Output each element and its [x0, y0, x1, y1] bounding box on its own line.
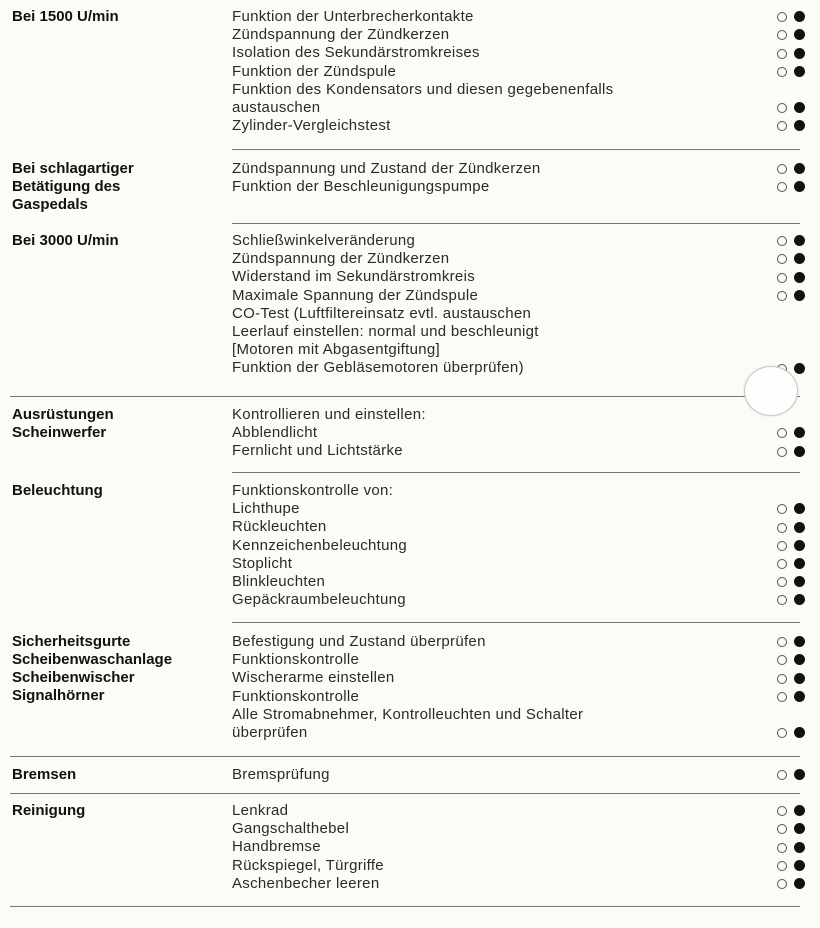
item-list — [232, 160, 792, 196]
checklist-item — [232, 178, 792, 196]
open-circle-icon[interactable] — [777, 291, 787, 301]
checklist-item-text: Widerstand im Sekundärstromkreis — [232, 268, 476, 286]
open-circle-icon[interactable] — [777, 504, 787, 514]
checklist-item-text: Gangschalthebel — [232, 820, 350, 838]
filled-dot-icon[interactable] — [794, 576, 805, 587]
filled-dot-icon[interactable] — [794, 842, 805, 853]
check-marks — [777, 28, 813, 42]
section-divider — [10, 906, 800, 907]
checklist-item — [232, 500, 792, 518]
checklist-item — [232, 724, 792, 742]
paper-hole-mark — [744, 366, 798, 416]
open-circle-icon[interactable] — [777, 879, 787, 889]
open-circle-icon[interactable] — [777, 541, 787, 551]
filled-dot-icon[interactable] — [794, 522, 805, 533]
checklist-item — [232, 287, 792, 305]
filled-dot-icon[interactable] — [794, 636, 805, 647]
filled-dot-icon[interactable] — [794, 253, 805, 264]
filled-dot-icon[interactable] — [794, 503, 805, 514]
filled-dot-icon[interactable] — [794, 290, 805, 301]
open-circle-icon[interactable] — [777, 861, 787, 871]
filled-dot-icon[interactable] — [794, 860, 805, 871]
open-circle-icon[interactable] — [777, 843, 787, 853]
filled-dot-icon[interactable] — [794, 805, 805, 816]
checklist-item — [232, 117, 792, 135]
open-circle-icon[interactable] — [777, 770, 787, 780]
checklist-item-text: austauschen — [232, 99, 321, 117]
item-list — [232, 8, 792, 135]
open-circle-icon[interactable] — [777, 12, 787, 22]
checklist-item — [232, 323, 792, 341]
checklist-item-text: Handbremse — [232, 838, 321, 856]
check-marks — [777, 271, 813, 285]
filled-dot-icon[interactable] — [794, 691, 805, 702]
check-marks — [777, 575, 813, 589]
section-heading — [12, 802, 85, 820]
check-marks — [777, 726, 813, 740]
check-marks — [777, 502, 813, 516]
section-heading-line: Scheibenwaschanlage — [12, 651, 173, 668]
check-marks — [777, 426, 813, 440]
section-divider — [10, 756, 800, 757]
checklist-item — [232, 706, 792, 724]
section-heading-line: Bremsen — [12, 766, 77, 783]
filled-dot-icon[interactable] — [794, 66, 805, 77]
check-marks — [777, 822, 813, 836]
checklist-item-text: Zündspannung und Zustand der Zündkerzen — [232, 160, 541, 177]
open-circle-icon[interactable] — [777, 655, 787, 665]
checklist-item-text: Lichthupe — [232, 500, 300, 518]
open-circle-icon[interactable] — [777, 637, 787, 647]
checklist-item — [232, 26, 792, 44]
section-divider — [10, 396, 800, 397]
filled-dot-icon[interactable] — [794, 878, 805, 889]
checklist-item — [232, 875, 792, 893]
open-circle-icon[interactable] — [777, 103, 787, 113]
open-circle-icon[interactable] — [777, 824, 787, 834]
checklist-item — [232, 442, 792, 460]
section-heading-line: Bei 1500 U/min — [12, 8, 119, 25]
checklist-item-text: Funktion des Kondensators und diesen gegebenenfalls — [232, 80, 614, 98]
filled-dot-icon[interactable] — [794, 235, 805, 246]
checklist-item-text: Blinkleuchten — [232, 573, 326, 591]
section-heading-line: Bei schlagartiger — [12, 160, 134, 177]
checklist-item — [232, 669, 792, 687]
checklist-item — [232, 633, 792, 651]
filled-dot-icon[interactable] — [794, 594, 805, 605]
item-list — [232, 406, 792, 461]
checklist-item — [232, 537, 792, 555]
section-heading — [12, 766, 76, 784]
checklist-item-text: Aschenbecher leeren — [232, 874, 380, 892]
checklist-item-text: Funktionskontrolle — [232, 687, 360, 705]
check-marks — [777, 539, 813, 553]
check-marks — [777, 804, 813, 818]
checklist-item — [232, 99, 792, 117]
checklist-item — [232, 160, 792, 178]
checklist-item — [232, 573, 792, 591]
section-heading — [12, 406, 114, 442]
open-circle-icon[interactable] — [777, 559, 787, 569]
checklist-item-text: Lenkrad — [232, 802, 289, 819]
section-heading — [12, 232, 119, 250]
open-circle-icon[interactable] — [777, 30, 787, 40]
checklist-item-text: Kontrollieren und einstellen: — [232, 406, 426, 423]
section-divider — [232, 622, 800, 623]
open-circle-icon[interactable] — [777, 577, 787, 587]
item-list — [232, 232, 792, 378]
checklist-item — [232, 232, 792, 250]
section-divider — [232, 472, 800, 473]
open-circle-icon[interactable] — [777, 164, 787, 174]
section-heading — [12, 160, 134, 214]
filled-dot-icon[interactable] — [794, 727, 805, 738]
checklist-item — [232, 63, 792, 81]
checklist-item — [232, 820, 792, 838]
open-circle-icon[interactable] — [777, 236, 787, 246]
checklist-item — [232, 518, 792, 536]
check-marks — [777, 690, 813, 704]
checklist-item — [232, 44, 792, 62]
section-heading-line: Scheibenwischer — [12, 669, 135, 686]
checklist-item — [232, 406, 792, 424]
open-circle-icon[interactable] — [777, 447, 787, 457]
check-marks — [777, 10, 813, 24]
filled-dot-icon[interactable] — [794, 769, 805, 780]
checklist-item — [232, 857, 792, 875]
check-marks — [777, 859, 813, 873]
checklist-item-text: Zündspannung der Zündkerzen — [232, 26, 450, 44]
open-circle-icon[interactable] — [777, 254, 787, 264]
checklist-item — [232, 651, 792, 669]
checklist-item — [232, 8, 792, 26]
section-heading-line: Ausrüstungen — [12, 406, 114, 423]
section-heading — [12, 8, 119, 26]
section-heading — [12, 633, 172, 705]
section-heading-line: Betätigung des — [12, 178, 121, 195]
filled-dot-icon[interactable] — [794, 363, 805, 374]
open-circle-icon[interactable] — [777, 428, 787, 438]
filled-dot-icon[interactable] — [794, 272, 805, 283]
open-circle-icon[interactable] — [777, 182, 787, 192]
checklist-item — [232, 802, 792, 820]
check-marks — [777, 521, 813, 535]
check-marks — [777, 635, 813, 649]
section-heading-line: Beleuchtung — [12, 482, 103, 499]
check-marks — [777, 252, 813, 266]
check-marks — [777, 445, 813, 459]
checklist-item-text: Rückspiegel, Türgriffe — [232, 856, 384, 874]
checklist-item — [232, 482, 792, 500]
filled-dot-icon[interactable] — [794, 11, 805, 22]
filled-dot-icon[interactable] — [794, 654, 805, 665]
filled-dot-icon[interactable] — [794, 48, 805, 59]
checklist-item — [232, 688, 792, 706]
checklist-item — [232, 250, 792, 268]
checklist-item — [232, 555, 792, 573]
checklist-item-text: Funktionskontrolle von: — [232, 482, 394, 499]
section-heading-line: Gaspedals — [12, 196, 88, 213]
filled-dot-icon[interactable] — [794, 446, 805, 457]
section-divider — [232, 223, 800, 224]
check-marks — [777, 47, 813, 61]
open-circle-icon[interactable] — [777, 595, 787, 605]
checklist-item-text: Funktion der Unterbrecherkontakte — [232, 8, 474, 25]
checklist-item-text: Stoplicht — [232, 554, 293, 572]
check-marks — [777, 593, 813, 607]
checklist-item-text: Zündspannung der Zündkerzen — [232, 250, 450, 268]
checklist-item — [232, 341, 792, 359]
checklist-item-text: [Motoren mit Abgasentgiftung] — [232, 341, 440, 359]
checklist-item-text: CO-Test (Luftfiltereinsatz evtl. austauschen — [232, 304, 532, 322]
filled-dot-icon[interactable] — [794, 181, 805, 192]
filled-dot-icon[interactable] — [794, 673, 805, 684]
checklist-item-text: Maximale Spannung der Zündspule — [232, 286, 479, 304]
checklist-item-text: Funktionskontrolle — [232, 651, 360, 669]
checklist-item — [232, 359, 792, 377]
item-list — [232, 802, 792, 893]
item-list — [232, 482, 792, 609]
open-circle-icon[interactable] — [777, 728, 787, 738]
checklist-item — [232, 305, 792, 323]
checklist-item-text: Isolation des Sekundärstromkreises — [232, 44, 480, 62]
checklist-item-text: Fernlicht und Lichtstärke — [232, 442, 403, 460]
checklist-item-text: Abblendlicht — [232, 424, 318, 442]
item-list — [232, 766, 792, 784]
check-marks — [777, 162, 813, 176]
checklist-item — [232, 268, 792, 286]
checklist-item-text: Funktion der Gebläsemotoren überprüfen) — [232, 359, 524, 377]
check-marks — [777, 653, 813, 667]
check-marks — [777, 101, 813, 115]
open-circle-icon[interactable] — [777, 49, 787, 59]
check-marks — [777, 289, 813, 303]
filled-dot-icon[interactable] — [794, 120, 805, 131]
item-list — [232, 633, 792, 742]
checklist-item-text: überprüfen — [232, 724, 308, 742]
check-marks — [777, 841, 813, 855]
filled-dot-icon[interactable] — [794, 558, 805, 569]
section-heading-line: Scheinwerfer — [12, 424, 107, 441]
filled-dot-icon[interactable] — [794, 29, 805, 40]
open-circle-icon[interactable] — [777, 692, 787, 702]
checklist-item — [232, 424, 792, 442]
checklist-item-text: Leerlauf einstellen: normal und beschleunigt — [232, 323, 539, 341]
section-heading-line: Sicherheitsgurte — [12, 633, 131, 650]
checklist-item — [232, 766, 792, 784]
checklist-item-text: Funktion der Zündspule — [232, 62, 397, 80]
open-circle-icon[interactable] — [777, 273, 787, 283]
checklist-item-text: Rückleuchten — [232, 518, 327, 536]
filled-dot-icon[interactable] — [794, 427, 805, 438]
section-divider — [10, 793, 800, 794]
checklist-item-text: Wischerarme einstellen — [232, 669, 395, 687]
check-marks — [777, 180, 813, 194]
checklist-item — [232, 591, 792, 609]
open-circle-icon[interactable] — [777, 674, 787, 684]
filled-dot-icon[interactable] — [794, 823, 805, 834]
open-circle-icon[interactable] — [777, 523, 787, 533]
checklist-item-text: Gepäckraumbeleuchtung — [232, 591, 406, 609]
section-heading-line: Bei 3000 U/min — [12, 232, 119, 249]
checklist-item-text: Alle Stromabnehmer, Kontrolleuchten und Schalter — [232, 705, 584, 723]
check-marks — [777, 672, 813, 686]
section-heading-line: Reinigung — [12, 802, 86, 819]
checklist-item — [232, 81, 792, 99]
checklist-item-text: Befestigung und Zustand überprüfen — [232, 633, 486, 650]
checklist-item-text: Kennzeichenbeleuchtung — [232, 536, 408, 554]
checklist-item-text: Zylinder-Vergleichstest — [232, 117, 391, 135]
filled-dot-icon[interactable] — [794, 102, 805, 113]
check-marks — [777, 557, 813, 571]
checklist-item-text: Funktion der Beschleunigungspumpe — [232, 178, 490, 196]
open-circle-icon[interactable] — [777, 67, 787, 77]
check-marks — [777, 877, 813, 891]
open-circle-icon[interactable] — [777, 806, 787, 816]
section-heading — [12, 482, 103, 500]
check-marks — [777, 234, 813, 248]
filled-dot-icon[interactable] — [794, 540, 805, 551]
checklist-item — [232, 838, 792, 856]
checklist-item-text: Bremsprüfung — [232, 766, 330, 783]
section-divider — [232, 149, 800, 150]
filled-dot-icon[interactable] — [794, 163, 805, 174]
checklist-item-text: Schließwinkelveränderung — [232, 232, 416, 249]
check-marks — [777, 65, 813, 79]
check-marks — [777, 768, 813, 782]
open-circle-icon[interactable] — [777, 121, 787, 131]
check-marks — [777, 119, 813, 133]
section-heading-line: Signalhörner — [12, 687, 105, 704]
